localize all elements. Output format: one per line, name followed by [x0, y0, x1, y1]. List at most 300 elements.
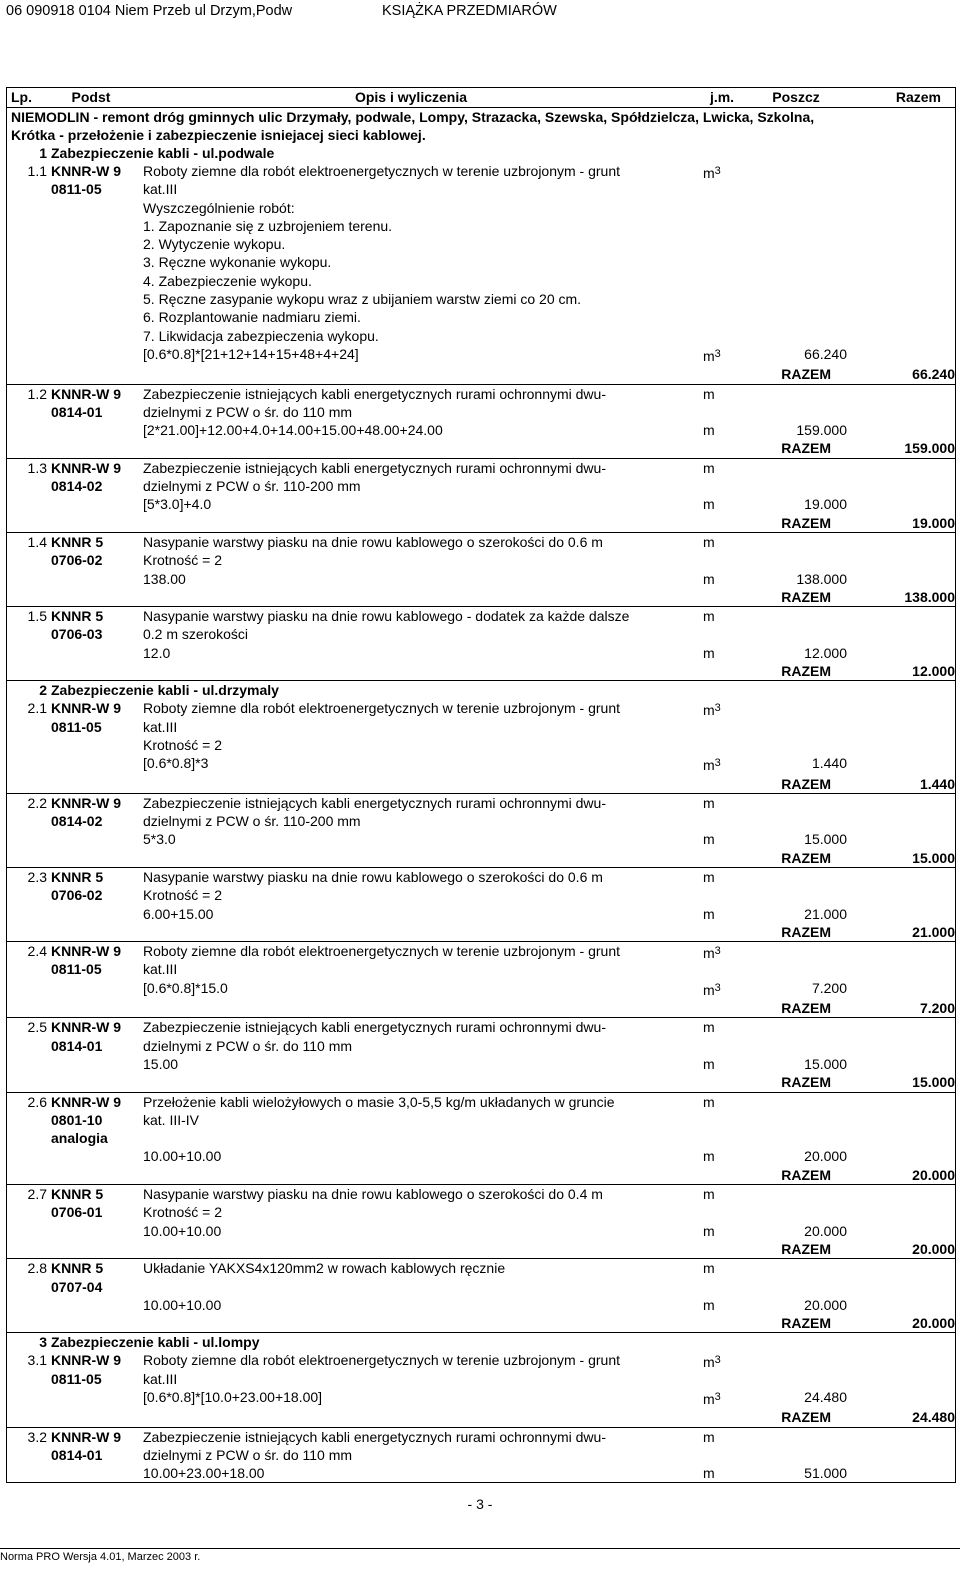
item-lp: 1.2	[27, 385, 47, 402]
item-blank	[847, 1428, 955, 1465]
item-blank	[847, 1351, 955, 1388]
item-basis-line: 0814-01	[51, 1037, 103, 1054]
item-description	[143, 794, 703, 831]
item-blank	[763, 533, 847, 570]
calc-value: 19.000	[804, 496, 847, 513]
calc-row	[7, 1222, 955, 1240]
item-basis-line: 0706-02	[51, 887, 103, 904]
item-basis-line: KNNR 5	[51, 868, 104, 885]
calc-blank	[847, 1388, 955, 1408]
item-description-line: dzielnymi z PCW o śr. 110-200 mm	[143, 813, 361, 830]
item-description	[143, 459, 703, 496]
razem-indent	[7, 662, 143, 680]
calc-indent	[7, 421, 143, 439]
razem-row	[7, 514, 955, 533]
calc-row	[7, 1147, 955, 1165]
calc-row	[7, 1055, 955, 1073]
razem-indent	[7, 775, 143, 793]
calc-indent	[7, 979, 143, 999]
calc-expression: [2*21.00]+12.00+4.0+14.00+15.00+48.00+24.00	[143, 422, 443, 439]
item-unit: m	[703, 385, 715, 402]
item-description	[143, 533, 703, 570]
item-description-line: Nasypanie warstwy piasku na dnie rowu kablowego o szerokości do 0.6 m	[143, 868, 603, 885]
header-right: KSIĄŻKA PRZEDMIARÓW	[382, 3, 557, 19]
calc-value: 159.000	[796, 422, 847, 439]
table-row	[7, 794, 955, 831]
section-heading	[7, 681, 955, 699]
item-unit: $m^3$	[703, 1354, 721, 1371]
item-basis-line: 0814-01	[51, 403, 103, 420]
item-basis-line: 0706-02	[51, 552, 103, 569]
calc-expression: [0.6*0.8]*[21+12+14+15+48+4+24]	[143, 345, 359, 362]
calc-blank	[847, 345, 955, 365]
razem-label: RAZEM	[781, 514, 831, 531]
item-blank	[847, 533, 955, 570]
calc-indent	[7, 1055, 143, 1073]
item-description-line: 5. Ręczne zasypanie wykopu wraz z ubijaniem warstw ziemi co 20 cm.	[143, 291, 582, 308]
calc-blank	[847, 495, 955, 513]
item-basis-line: KNNR 5	[51, 1260, 104, 1277]
razem-value: 15.000	[912, 849, 955, 866]
item-basis-line: KNNR 5	[51, 1186, 104, 1203]
item-basis-line: 0814-01	[51, 1446, 103, 1463]
calc-value: 24.480	[804, 1389, 847, 1405]
calc-row	[7, 644, 955, 662]
razem-blank	[143, 849, 703, 867]
calc-unit: m	[703, 831, 715, 848]
item-blank	[847, 1093, 955, 1148]
razem-blank	[143, 662, 703, 680]
item-unit: m	[703, 868, 715, 885]
razem-label: RAZEM	[781, 923, 831, 940]
item-basis	[51, 794, 143, 831]
item-description-line: kat.III	[143, 961, 178, 978]
razem-label: RAZEM	[781, 366, 831, 383]
item-description-line: 3. Ręczne wykonanie wykopu.	[143, 254, 332, 271]
item-blank	[763, 942, 847, 979]
item-lp: 1.3	[27, 459, 47, 476]
razem-value: 20.000	[912, 1240, 955, 1257]
col-jm: j.m.	[709, 89, 735, 105]
item-unit: m	[703, 533, 715, 550]
section-number: 3	[39, 1334, 47, 1351]
calc-expression: 5*3.0	[143, 831, 176, 848]
item-lp: 2.7	[27, 1186, 47, 1203]
item-lp: 2.3	[27, 868, 47, 885]
item-blank	[847, 1259, 955, 1296]
razem-blank	[143, 1073, 703, 1091]
razem-blank	[143, 365, 703, 383]
item-description	[143, 1428, 703, 1465]
item-blank	[847, 1018, 955, 1055]
footer-divider	[0, 1548, 960, 1549]
razem-indent	[7, 849, 143, 867]
razem-row	[7, 1073, 955, 1092]
item-description-line: kat.III	[143, 1370, 178, 1387]
razem-row	[7, 1314, 955, 1333]
page-number: - 3 -	[467, 1496, 493, 1512]
table-row	[7, 699, 955, 754]
calc-indent	[7, 570, 143, 588]
item-unit: m	[703, 608, 715, 625]
razem-indent	[7, 1166, 143, 1184]
calc-indent	[7, 754, 143, 774]
item-basis-line: KNNR-W 9	[51, 1019, 121, 1036]
calc-blank	[847, 754, 955, 774]
razem-label: RAZEM	[781, 440, 831, 457]
item-blank	[847, 942, 955, 979]
header-left: 06 090918 0104 Niem Przeb ul Drzym,Podw	[6, 3, 293, 19]
calc-unit: $m^3$	[703, 347, 721, 364]
item-unit: $m^3$	[703, 165, 721, 181]
item-basis-line: 0811-05	[51, 181, 102, 198]
item-description-line: Krotność = 2	[143, 552, 222, 569]
calc-row	[7, 979, 955, 999]
razem-label: RAZEM	[781, 1409, 831, 1426]
item-description	[143, 607, 703, 644]
item-description-line: Zabezpieczenie istniejących kabli energetycznych rurami ochronnymi dwu-	[143, 385, 606, 402]
razem-row	[7, 849, 955, 868]
calc-unit: m	[703, 1222, 715, 1239]
calc-expression: [0.6*0.8]*[10.0+23.00+18.00]	[143, 1389, 323, 1405]
item-description-line: Zabezpieczenie istniejących kabli energetycznych rurami ochronnymi dwu-	[143, 1019, 606, 1036]
calc-value: 21.000	[804, 905, 847, 922]
calc-indent	[7, 905, 143, 923]
table-row	[7, 385, 955, 422]
calc-value: 138.000	[796, 570, 847, 587]
razem-blank	[143, 1314, 703, 1332]
item-basis	[51, 1351, 143, 1388]
table-row	[7, 868, 955, 905]
item-basis	[51, 459, 143, 496]
calc-expression: [5*3.0]+4.0	[143, 496, 212, 513]
razem-row	[7, 588, 955, 607]
item-basis-line: KNNR-W 9	[51, 1352, 121, 1369]
item-basis-line: 0706-01	[51, 1204, 103, 1221]
razem-label: RAZEM	[781, 1315, 831, 1332]
item-description-line: Zabezpieczenie istniejących kabli energetycznych rurami ochronnymi dwu-	[143, 1428, 606, 1445]
item-blank	[847, 162, 955, 345]
item-basis-line: 0706-03	[51, 626, 103, 643]
calc-blank	[847, 1055, 955, 1073]
calc-unit: m	[703, 644, 715, 661]
section-number: 2	[39, 682, 47, 699]
item-basis	[51, 1185, 143, 1222]
item-description	[143, 1351, 703, 1388]
razem-value: 21.000	[912, 923, 955, 940]
item-basis	[51, 699, 143, 754]
razem-row	[7, 662, 955, 681]
item-description-line: Nasypanie warstwy piasku na dnie rowu kablowego - dodatek za każde dalsze	[143, 608, 630, 625]
col-opis: Opis i wyliczenia	[354, 89, 468, 105]
item-basis-line: analogia	[51, 1130, 108, 1147]
item-description-line: kat.III	[143, 718, 178, 735]
calc-indent	[7, 830, 143, 848]
item-description-line: Roboty ziemne dla robót elektroenergetycznych w terenie uzbrojonym - grunt	[143, 700, 621, 717]
calc-value: 1.440	[811, 755, 847, 772]
item-basis-line: 0814-02	[51, 813, 103, 830]
calc-expression: 10.00+10.00	[143, 1148, 222, 1165]
calc-indent	[7, 1147, 143, 1165]
calc-row	[7, 754, 955, 774]
item-unit: m	[703, 1019, 715, 1036]
calc-row	[7, 1296, 955, 1314]
calc-unit: m	[703, 1465, 715, 1482]
calc-blank	[847, 1222, 955, 1240]
col-podst: Podst	[71, 89, 111, 105]
calc-expression: 15.00	[143, 1055, 179, 1072]
calc-indent	[7, 495, 143, 513]
razem-row	[7, 1240, 955, 1259]
item-lp: 2.4	[27, 943, 47, 960]
razem-indent	[7, 365, 143, 383]
item-lp: 2.6	[27, 1093, 47, 1110]
razem-row	[7, 365, 955, 384]
item-blank	[847, 794, 955, 831]
item-blank	[847, 868, 955, 905]
item-description-line: 6. Rozplantowanie nadmiaru ziemi.	[143, 309, 361, 326]
item-unit: m	[703, 1428, 715, 1445]
item-blank	[763, 868, 847, 905]
item-basis-line: KNNR-W 9	[51, 794, 121, 811]
item-description-line: Nasypanie warstwy piasku na dnie rowu kablowego o szerokości do 0.6 m	[143, 533, 603, 550]
item-basis-line: KNNR-W 9	[51, 163, 121, 179]
calc-indent	[7, 1296, 143, 1314]
estimate-table	[6, 87, 956, 1483]
item-description-line: Roboty ziemne dla robót elektroenergetycznych w terenie uzbrojonym - grunt	[143, 1352, 621, 1369]
item-unit: m	[703, 1186, 715, 1203]
item-basis	[51, 1259, 143, 1296]
calc-unit: m	[703, 496, 715, 513]
item-basis-line: 0801-10	[51, 1111, 103, 1128]
razem-row	[7, 775, 955, 794]
razem-indent	[7, 588, 143, 606]
col-lp: Lp.	[11, 89, 32, 105]
razem-value: 66.240	[912, 366, 955, 383]
section-heading	[7, 1333, 955, 1351]
calc-row	[7, 905, 955, 923]
item-description-line	[143, 1129, 703, 1147]
calc-value: 12.000	[804, 644, 847, 661]
item-basis-line: KNNR-W 9	[51, 700, 121, 717]
razem-row	[7, 999, 955, 1018]
item-description	[143, 1259, 703, 1296]
item-lp: 1.4	[27, 533, 47, 550]
item-basis-line: KNNR-W 9	[51, 943, 121, 960]
item-description-line: Krotność = 2	[143, 1204, 222, 1221]
calc-blank	[847, 830, 955, 848]
item-basis-line: 0811-05	[51, 961, 102, 978]
razem-value: 138.000	[904, 588, 955, 605]
item-blank	[763, 1351, 847, 1388]
item-unit: m	[703, 794, 715, 811]
item-blank	[763, 1185, 847, 1222]
calc-unit: m	[703, 1296, 715, 1313]
razem-label: RAZEM	[781, 663, 831, 680]
item-description-line: 0.2 m szerokości	[143, 626, 249, 643]
item-description-line: Układanie YAKXS4x120mm2 w rowach kablowych ręcznie	[143, 1260, 506, 1277]
table-row	[7, 1093, 955, 1148]
razem-value: 19.000	[912, 514, 955, 531]
calc-row	[7, 345, 955, 365]
razem-indent	[7, 1314, 143, 1332]
item-basis-line: KNNR-W 9	[51, 1428, 121, 1445]
razem-blank	[143, 1240, 703, 1258]
item-blank	[763, 162, 847, 345]
calc-expression: 10.00+10.00	[143, 1222, 222, 1239]
item-description	[143, 1185, 703, 1222]
calc-value: 20.000	[804, 1222, 847, 1239]
section-number: 1	[39, 145, 47, 161]
razem-value: 7.200	[919, 1000, 955, 1017]
razem-blank	[143, 999, 703, 1017]
item-unit: m	[703, 1093, 715, 1110]
calc-row	[7, 570, 955, 588]
item-basis-line: KNNR-W 9	[51, 385, 121, 402]
item-blank	[847, 607, 955, 644]
item-description-line: dzielnymi z PCW o śr. do 110 mm	[143, 403, 353, 420]
project-title	[7, 108, 955, 144]
table-row	[7, 1018, 955, 1055]
calc-value: 66.240	[804, 345, 847, 362]
razem-value: 12.000	[912, 663, 955, 680]
item-description	[143, 162, 703, 345]
item-description-line: kat.III	[143, 181, 178, 198]
item-blank	[763, 794, 847, 831]
calc-blank	[847, 570, 955, 588]
item-description	[143, 942, 703, 979]
razem-indent	[7, 1240, 143, 1258]
footer-note: Norma PRO Wersja 4.01, Marzec 2003 r.	[0, 1551, 201, 1563]
item-description-line: dzielnymi z PCW o śr. do 110 mm	[143, 1446, 353, 1463]
item-basis-line: KNNR-W 9	[51, 1093, 121, 1110]
razem-indent	[7, 1408, 143, 1426]
project-title-line: NIEMODLIN - remont dróg gminnych ulic Drzymały, podwale, Lompy, Strazacka, Szewska, Spółdzielcza, Lwicka, Szkolna,	[11, 109, 815, 125]
item-basis-line: 0814-02	[51, 478, 103, 495]
calc-blank	[847, 1296, 955, 1314]
razem-value: 20.000	[912, 1315, 955, 1332]
item-description-line: Zabezpieczenie istniejących kabli energetycznych rurami ochronnymi dwu-	[143, 459, 606, 476]
razem-blank	[143, 588, 703, 606]
calc-value: 7.200	[811, 979, 847, 996]
section-title: Zabezpieczenie kabli - ul.podwale	[51, 145, 275, 161]
item-blank	[763, 1428, 847, 1465]
razem-value: 159.000	[904, 440, 955, 457]
item-lp: 2.2	[27, 794, 47, 811]
item-basis-line: 0811-05	[51, 718, 102, 735]
calc-expression: 6.00+15.00	[143, 905, 214, 922]
calc-row	[7, 1464, 955, 1483]
item-basis	[51, 607, 143, 644]
item-blank	[763, 1093, 847, 1148]
item-blank	[763, 1018, 847, 1055]
calc-indent	[7, 1464, 143, 1482]
item-unit: m	[703, 1260, 715, 1277]
item-lp: 2.5	[27, 1019, 47, 1036]
calc-unit: $m^3$	[703, 757, 721, 774]
item-blank	[763, 699, 847, 754]
item-basis	[51, 942, 143, 979]
item-basis	[51, 533, 143, 570]
razem-label: RAZEM	[781, 1166, 831, 1183]
calc-unit: m	[703, 905, 715, 922]
calc-expression: [0.6*0.8]*3	[143, 755, 209, 772]
calc-indent	[7, 644, 143, 662]
razem-blank	[143, 439, 703, 457]
calc-value: 51.000	[804, 1465, 847, 1482]
razem-value: 15.000	[912, 1074, 955, 1091]
calc-expression: 10.00+23.00+18.00	[143, 1465, 265, 1482]
document-header	[6, 3, 557, 19]
item-description-line: 1. Zapoznanie się z uzbrojeniem terenu.	[143, 217, 393, 234]
item-lp: 3.1	[27, 1352, 47, 1369]
item-lp: 2.1	[27, 700, 47, 717]
table-row	[7, 1428, 955, 1465]
item-description	[143, 868, 703, 905]
table-row	[7, 942, 955, 979]
item-basis	[51, 162, 143, 345]
item-unit: $m^3$	[703, 945, 721, 962]
razem-indent	[7, 439, 143, 457]
calc-unit: m	[703, 422, 715, 439]
table-row	[7, 533, 955, 570]
item-blank	[847, 385, 955, 422]
item-basis	[51, 868, 143, 905]
calc-value: 15.000	[804, 831, 847, 848]
item-basis-line: 0811-05	[51, 1370, 102, 1387]
table-row	[7, 1185, 955, 1222]
item-basis	[51, 385, 143, 422]
item-description-line: dzielnymi z PCW o śr. 110-200 mm	[143, 478, 361, 495]
calc-blank	[847, 1147, 955, 1165]
item-basis-line: 0707-04	[51, 1278, 103, 1295]
col-razem: Razem	[895, 89, 941, 105]
item-basis	[51, 1093, 143, 1148]
razem-indent	[7, 514, 143, 532]
item-description-line: Zabezpieczenie istniejących kabli energetycznych rurami ochronnymi dwu-	[143, 794, 606, 811]
item-lp: 1.5	[27, 608, 47, 625]
table-row	[7, 459, 955, 496]
table-row	[7, 1351, 955, 1388]
razem-indent	[7, 923, 143, 941]
item-basis	[51, 1428, 143, 1465]
item-basis-line: KNNR-W 9	[51, 459, 121, 476]
item-description-line: 2. Wytyczenie wykopu.	[143, 236, 286, 253]
calc-expression: [0.6*0.8]*15.0	[143, 979, 228, 996]
item-blank	[847, 1185, 955, 1222]
razem-value: 20.000	[912, 1166, 955, 1183]
item-blank	[763, 607, 847, 644]
section-heading	[7, 144, 955, 162]
item-description-line	[143, 1278, 703, 1296]
item-basis	[51, 1018, 143, 1055]
item-description-line: Roboty ziemne dla robót elektroenergetycznych w terenie uzbrojonym - grunt	[143, 943, 621, 960]
item-lp: 2.8	[27, 1260, 47, 1277]
razem-label: RAZEM	[781, 588, 831, 605]
calc-indent	[7, 1388, 143, 1408]
section-title: Zabezpieczenie kabli - ul.drzymaly	[51, 682, 279, 699]
calc-expression: 138.00	[143, 570, 186, 587]
calc-row	[7, 830, 955, 848]
item-description-line: Krotność = 2	[143, 736, 222, 753]
item-description	[143, 385, 703, 422]
item-lp: 3.2	[27, 1428, 47, 1445]
calc-indent	[7, 1222, 143, 1240]
table-row	[7, 607, 955, 644]
table-body	[7, 144, 955, 1483]
item-description	[143, 1018, 703, 1055]
item-description-line: Wyszczególnienie robót:	[143, 199, 295, 216]
